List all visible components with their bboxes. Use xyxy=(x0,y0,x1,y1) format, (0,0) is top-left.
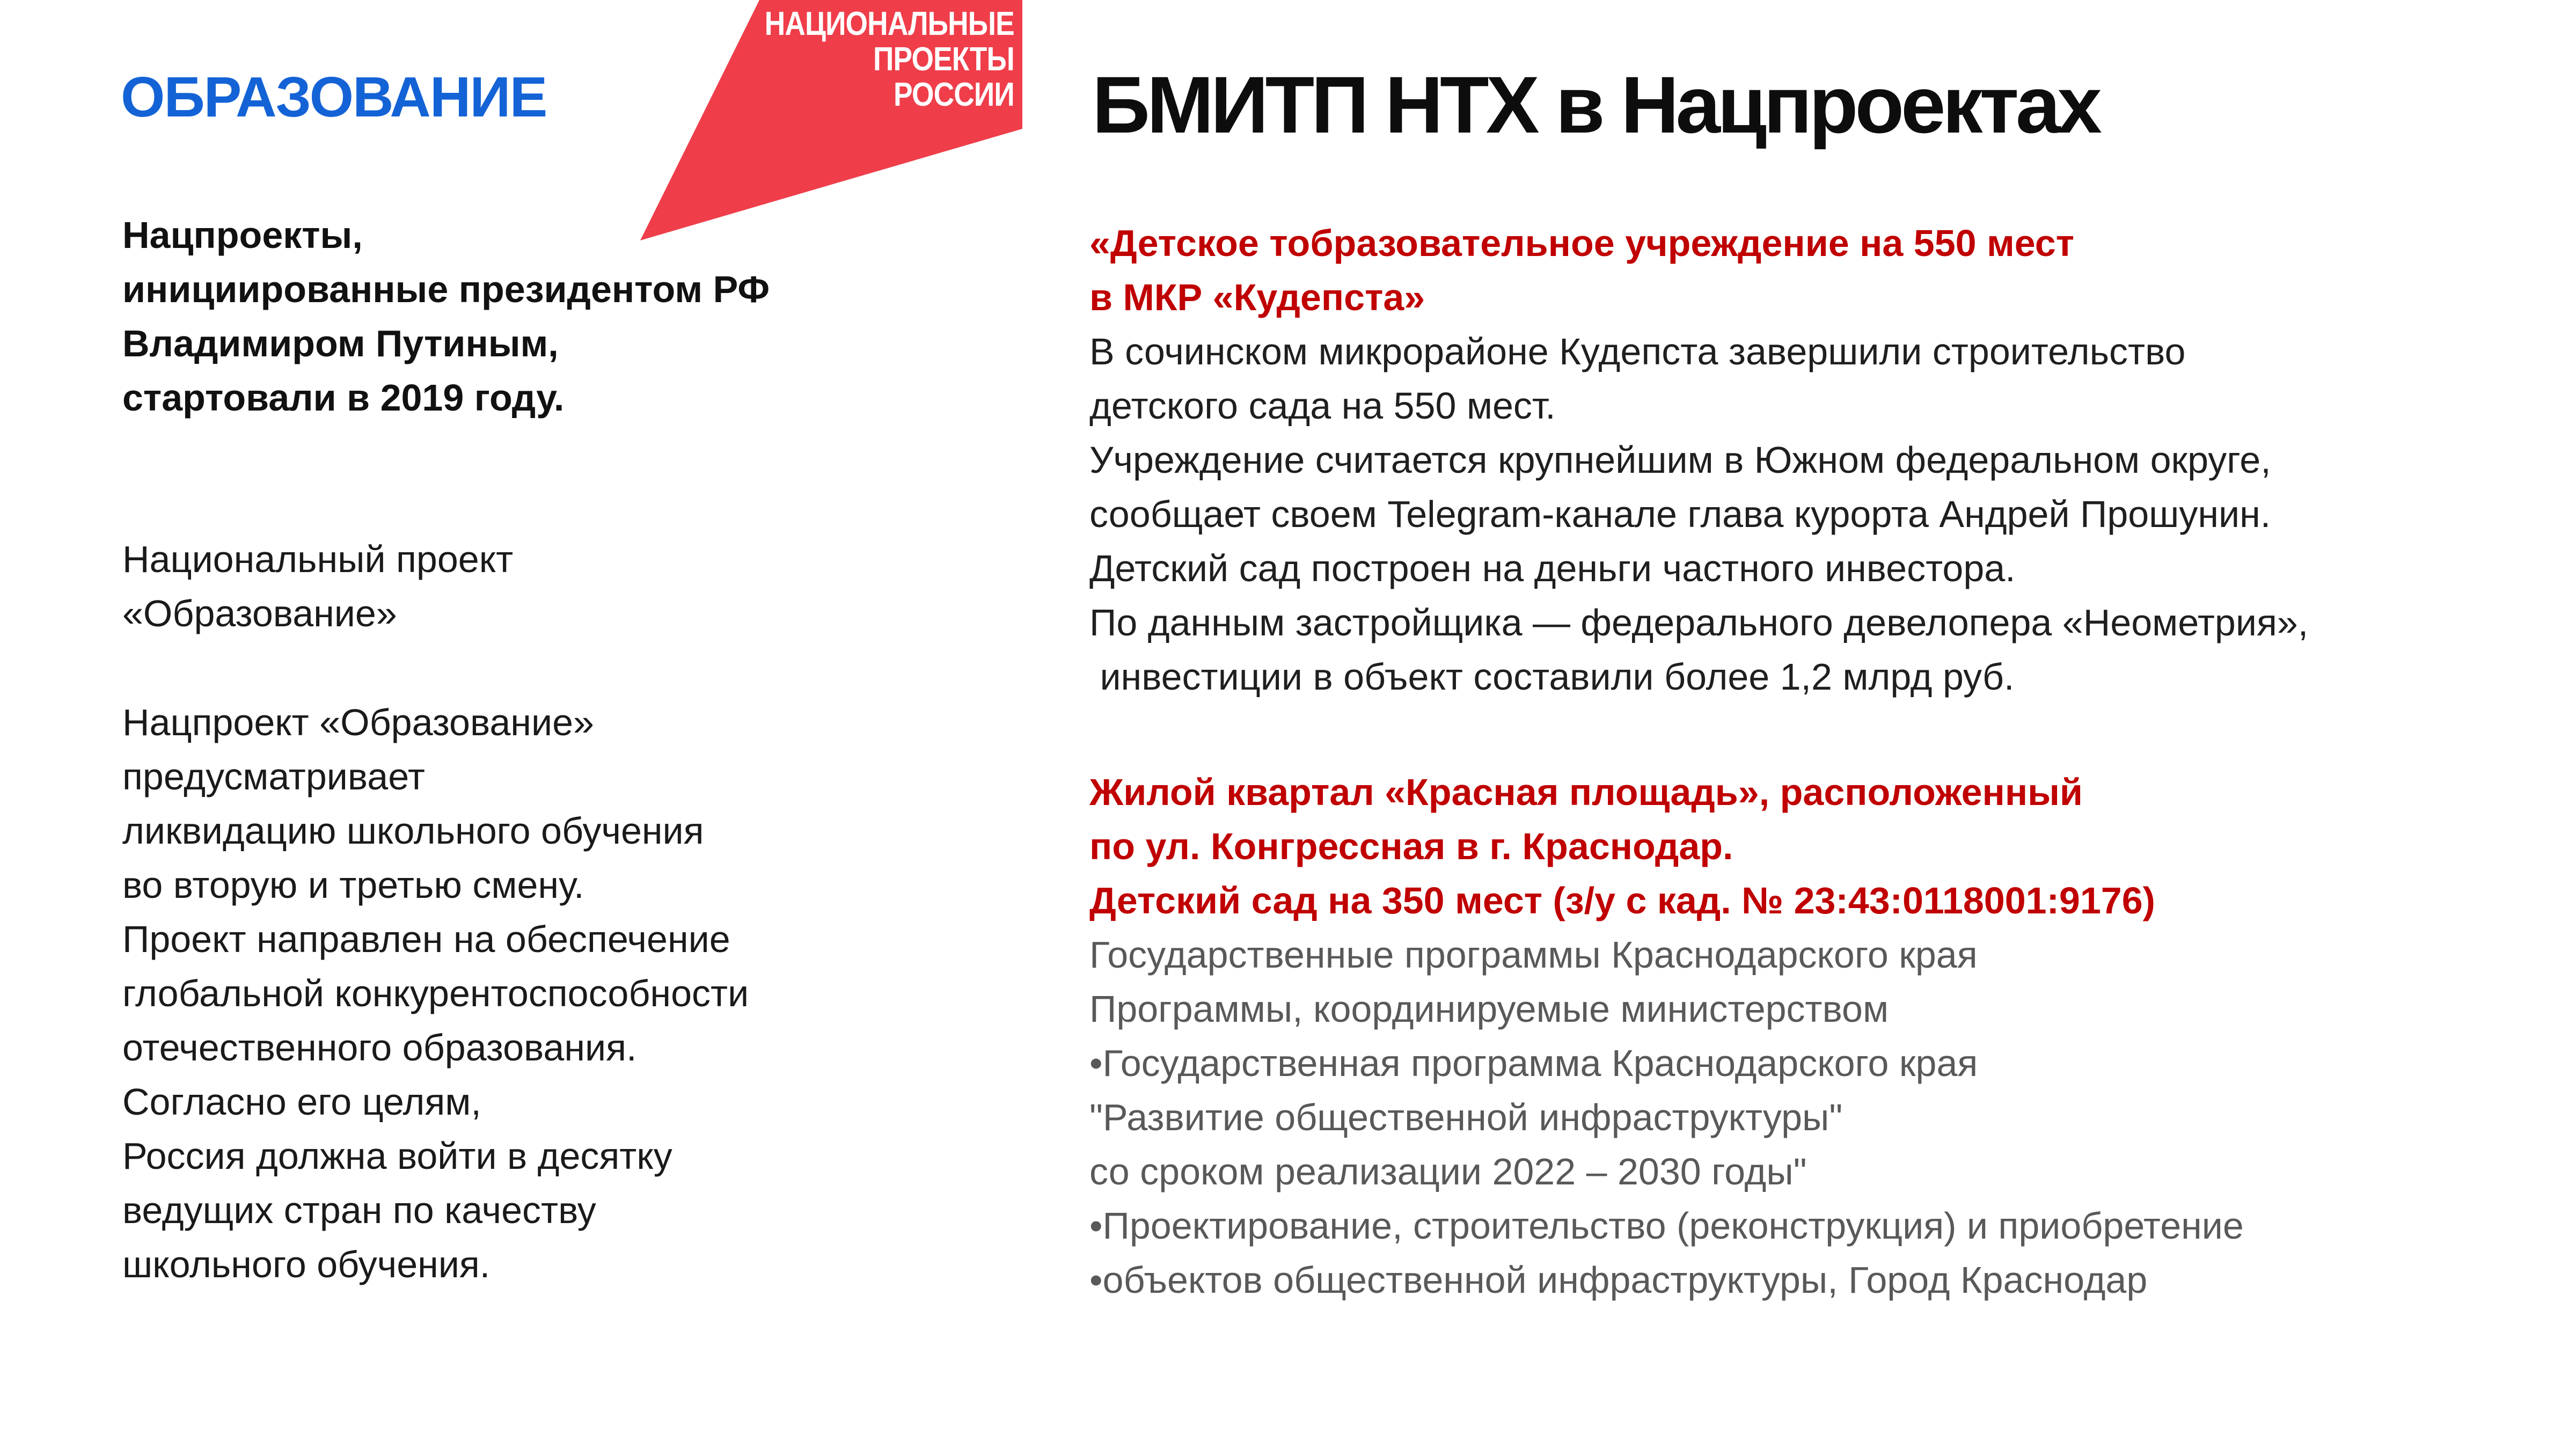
text-line: ведущих стран по качеству xyxy=(122,1189,596,1231)
text-line: по ул. Конгрессная в г. Краснодар. xyxy=(1089,825,1733,867)
text-line: •объектов общественной инфраструктуры, Город Краснодар xyxy=(1089,1259,2148,1301)
text-line: Жилой квартал «Красная площадь», расположенный xyxy=(1089,771,2083,813)
text-line: предусматривает xyxy=(122,756,425,797)
project1-body xyxy=(1089,325,2538,704)
text-line: «Образование» xyxy=(122,592,397,634)
text-line: во вторую и третью смену. xyxy=(122,864,584,906)
text-line: со сроком реализации 2022 – 2030 годы" xyxy=(1089,1151,1807,1192)
text-line: Нацпроект «Образование» xyxy=(122,701,594,743)
text-line: стартовали в 2019 году. xyxy=(122,377,565,419)
project-description xyxy=(122,696,927,1292)
text-line: Владимиром Путиным, xyxy=(122,323,559,364)
text-line: ликвидацию школьного обучения xyxy=(122,810,704,852)
logo-line: РОССИИ xyxy=(894,76,1014,113)
text-line: в МКР «Кудепста» xyxy=(1089,276,1425,318)
text-line: отечественного образования. xyxy=(122,1027,637,1069)
logo-line: ПРОЕКТЫ xyxy=(873,41,1014,78)
text-line: детского сада на 550 мест. xyxy=(1089,385,1556,427)
text-line: Программы, координируемые министерством xyxy=(1089,988,1889,1030)
text-line: В сочинском микрорайоне Кудепста завершили строительство xyxy=(1089,331,2186,372)
text-line: сообщает своем Telegram-канале глава курорта Андрей Прошунин. xyxy=(1089,493,2271,535)
text-line: Согласно его целям, xyxy=(122,1081,481,1123)
text-line: Учреждение считается крупнейшим в Южном федеральном округе, xyxy=(1089,439,2271,481)
project2-heading xyxy=(1089,765,2538,928)
national-projects-logo xyxy=(636,0,1022,241)
logo-text xyxy=(765,6,1014,113)
text-line: «Детское тобразовательное учреждение на 550 мест xyxy=(1089,222,2075,264)
section-title: ОБРАЗОВАНИЕ xyxy=(121,65,547,129)
text-line: •Проектирование, строительство (реконструкция) и приобретение xyxy=(1089,1205,2244,1247)
text-line: "Развитие общественной инфраструктуры" xyxy=(1089,1096,1843,1138)
text-line: Детский сад на 350 мест (з/у с кад. № 23:43:0118001:9176) xyxy=(1089,880,2155,921)
text-line: Национальный проект xyxy=(122,538,514,580)
text-line: Детский сад построен на деньги частного инвестора. xyxy=(1089,547,2016,589)
text-line: По данным застройщика — федерального девелопера «Неометрия», xyxy=(1089,602,2309,643)
text-line: инициированные президентом РФ xyxy=(122,268,770,310)
intro-paragraph xyxy=(122,208,927,425)
text-line: школьного обучения. xyxy=(122,1243,491,1285)
text-line: •Государственная программа Краснодарского края xyxy=(1089,1042,1978,1084)
text-line: Нацпроекты, xyxy=(122,214,363,256)
page-title: БМИТП НТХ в Нацпроектах xyxy=(1092,60,2099,150)
text-line: инвестиции в объект составили более 1,2 млрд руб. xyxy=(1089,656,2015,698)
text-line: Государственные программы Краснодарского края xyxy=(1089,934,1978,976)
project-name xyxy=(122,532,927,641)
project2-body xyxy=(1089,928,2538,1307)
text-line: Россия должна войти в десятку xyxy=(122,1135,672,1177)
project1-heading xyxy=(1089,216,2538,325)
logo-line: НАЦИОНАЛЬНЫЕ xyxy=(764,5,1014,42)
text-line: глобальной конкурентоспособности xyxy=(122,972,749,1014)
text-line: Проект направлен на обеспечение xyxy=(122,918,730,960)
